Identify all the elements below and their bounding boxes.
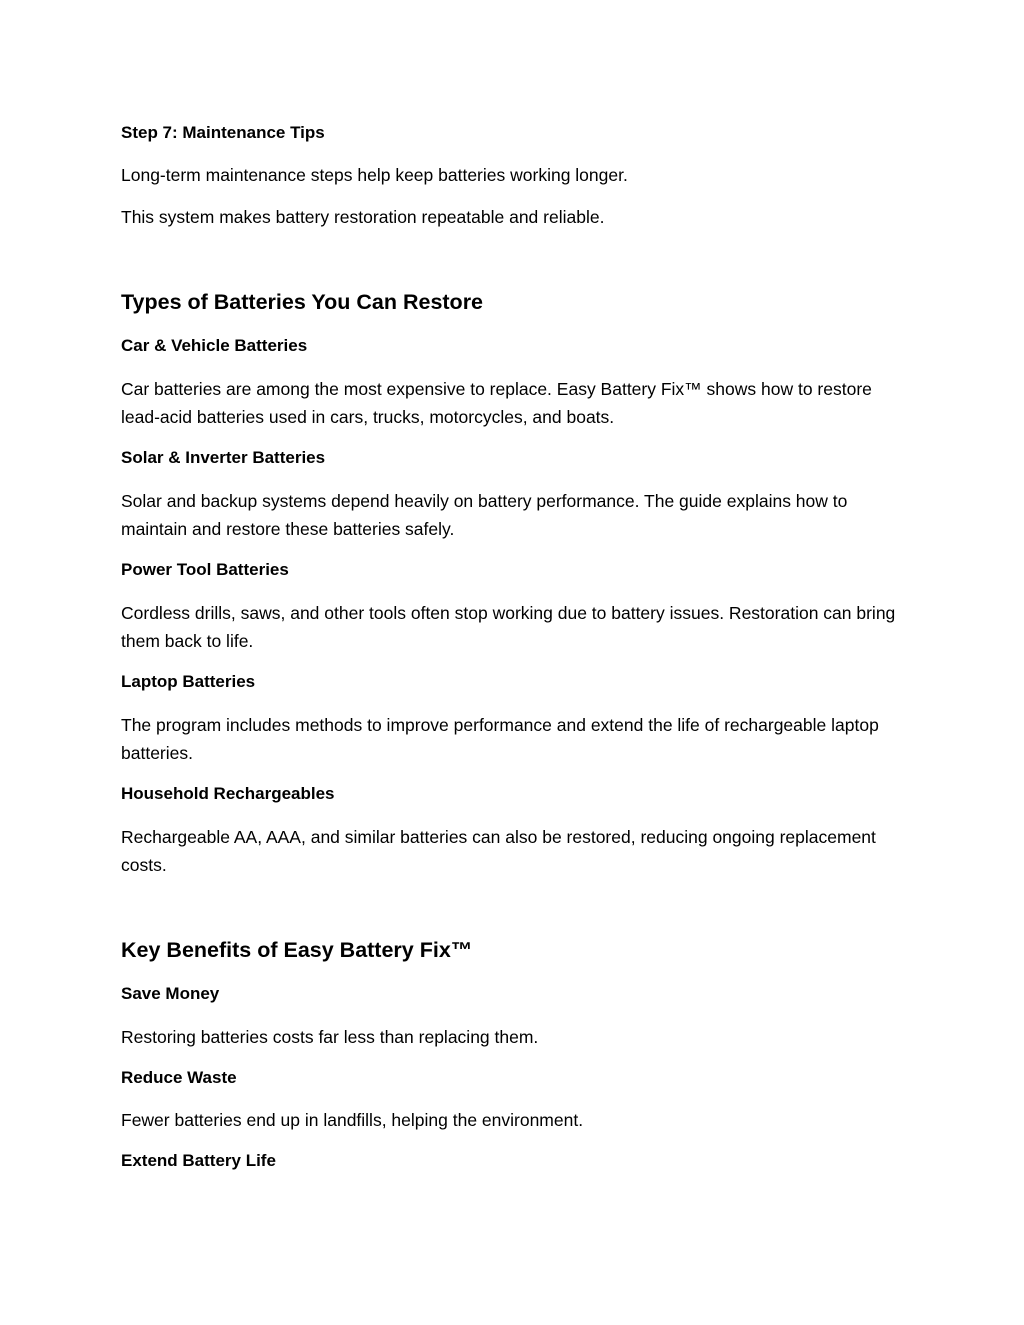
step7-paragraph-2: This system makes battery restoration repeatable and reliable. bbox=[121, 207, 605, 227]
power-tool-batteries-title: Power Tool Batteries bbox=[121, 560, 289, 579]
car-batteries-text: Car batteries are among the most expensive to replace. Easy Battery Fix™ shows how to restore lead-acid batteries used in cars, trucks, motorcycles, and boats. bbox=[121, 379, 872, 427]
reduce-waste-title: Reduce Waste bbox=[121, 1068, 237, 1087]
laptop-batteries-title: Laptop Batteries bbox=[121, 672, 256, 691]
power-tool-batteries-text: Cordless drills, saws, and other tools often stop working due to battery issues. Restoration can bring them back to life. bbox=[121, 603, 896, 651]
types-section-heading: Types of Batteries You Can Restore bbox=[121, 290, 484, 314]
extend-battery-life-title: Extend Battery Life bbox=[121, 1151, 276, 1170]
household-rechargeables-text: Rechargeable AA, AAA, and similar batteries can also be restored, reducing ongoing replacement costs. bbox=[121, 827, 876, 875]
step7-paragraph-1: Long-term maintenance steps help keep batteries working longer. bbox=[121, 165, 628, 185]
document-page bbox=[121, 0, 911, 1325]
save-money-text: Restoring batteries costs far less than replacing them. bbox=[121, 1027, 539, 1047]
benefits-section-heading: Key Benefits of Easy Battery Fix™ bbox=[121, 938, 473, 962]
household-rechargeables-title: Household Rechargeables bbox=[121, 784, 335, 803]
solar-batteries-text: Solar and backup systems depend heavily on battery performance. The guide explains how to maintain and restore these batteries safely. bbox=[121, 491, 848, 539]
car-batteries-title: Car & Vehicle Batteries bbox=[121, 336, 308, 355]
reduce-waste-text: Fewer batteries end up in landfills, helping the environment. bbox=[121, 1110, 584, 1130]
step7-heading: Step 7: Maintenance Tips bbox=[121, 123, 325, 142]
save-money-title: Save Money bbox=[121, 984, 220, 1003]
laptop-batteries-text: The program includes methods to improve performance and extend the life of rechargeable laptop batteries. bbox=[121, 715, 879, 763]
solar-batteries-title: Solar & Inverter Batteries bbox=[121, 448, 326, 467]
